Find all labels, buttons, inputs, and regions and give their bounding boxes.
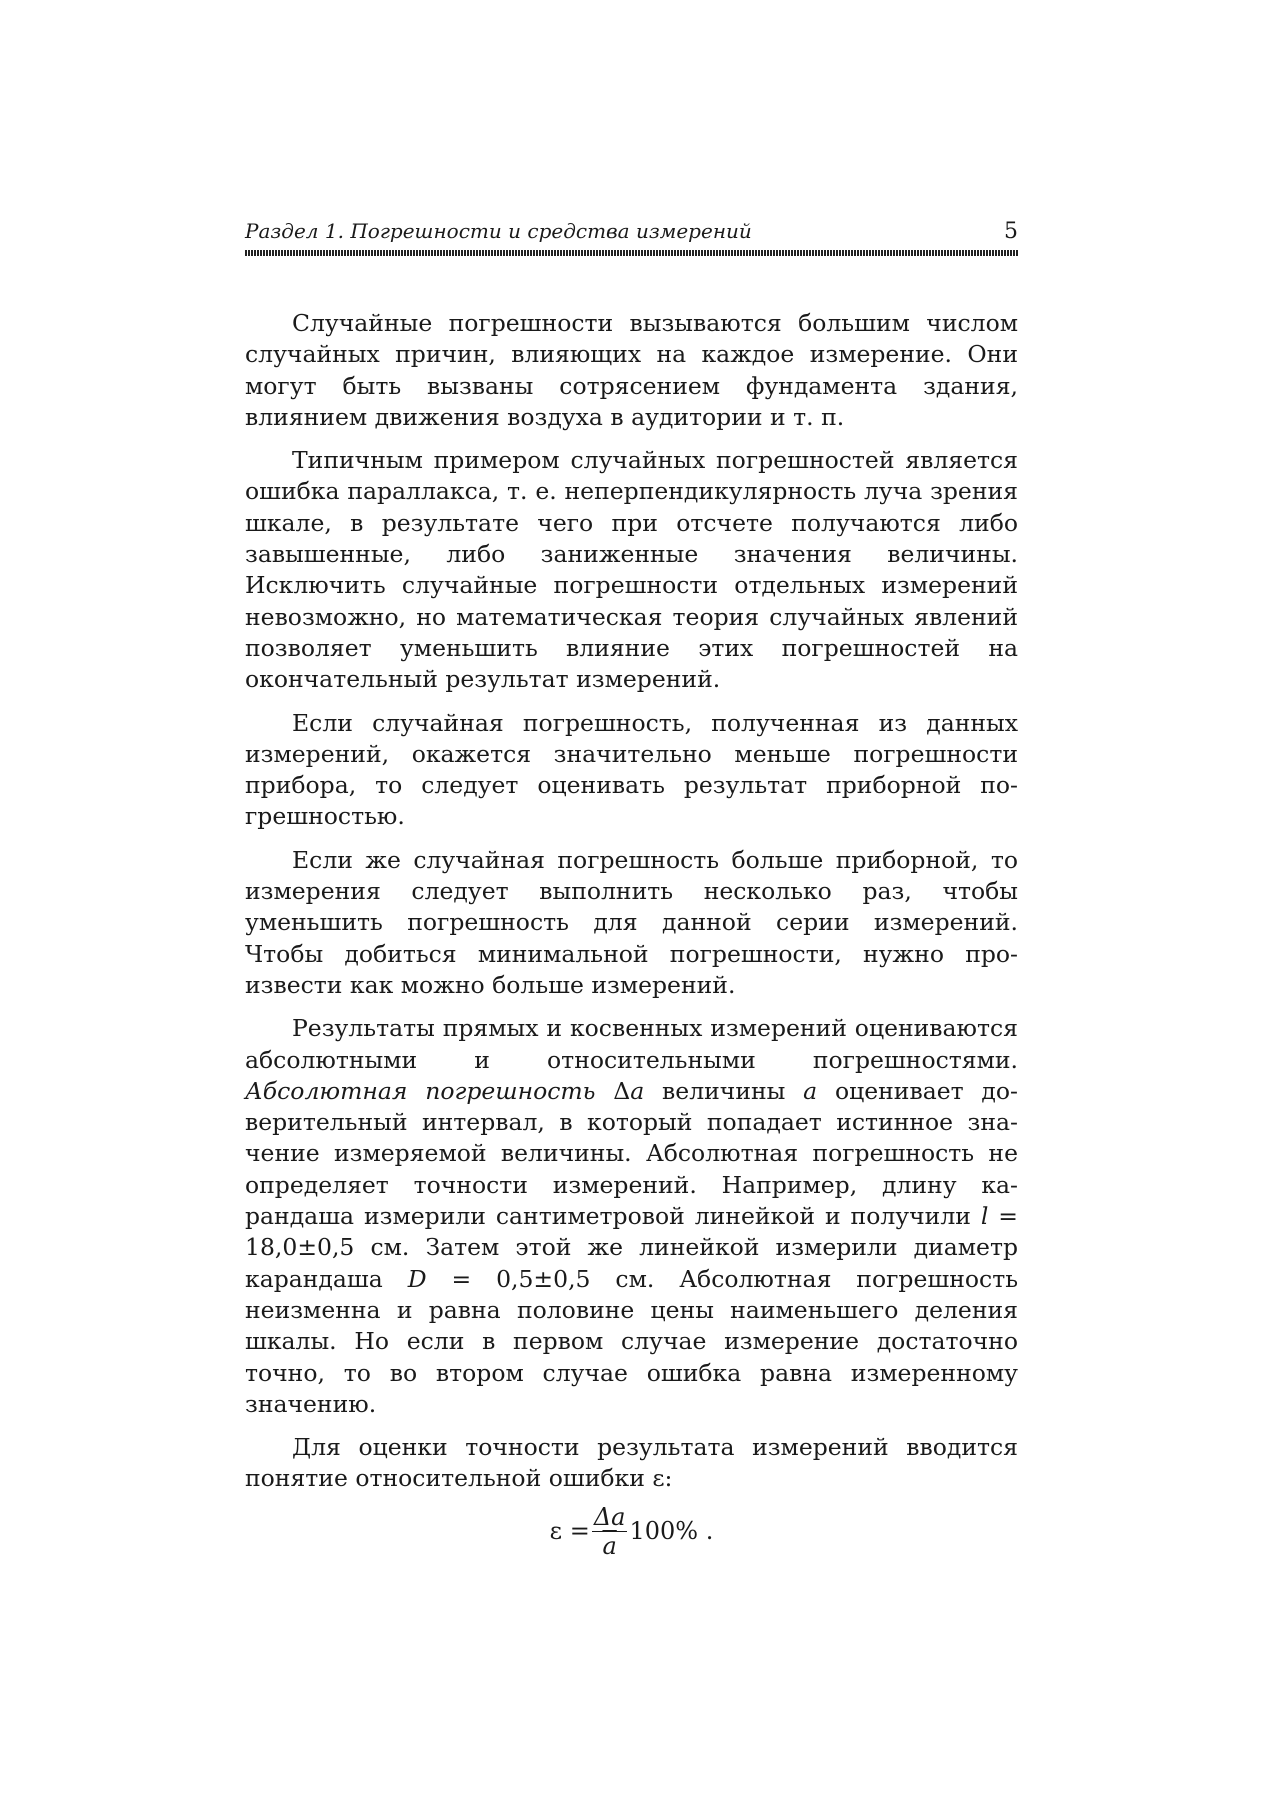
italic-text: Абсолютная погрешность [245, 1076, 596, 1105]
paragraph [245, 1013, 1018, 1420]
header-rule [245, 250, 1018, 256]
italic-text: a [803, 1076, 818, 1105]
text-run: = 0,5±0,5 см. Абсолютная погрешность неизменна и равна половине цены наименьшего деления шкалы. Но если в первом случае измерение достаточно точно, то во втором случае ошибка равна измеренному значению. [245, 1264, 1019, 1418]
text-run: Случайные погрешности вызываются большим числом случайных причин, влияющих на каждое измерение. Они могут быть вызваны сотрясением фундамента здания, влиянием движения воздуха в аудитории и т. п. [245, 309, 1018, 431]
text-run: величины [644, 1076, 804, 1105]
text-run: Δ [595, 1076, 631, 1105]
text-run: Типичным примером случайных погрешностей является ошибка параллакса, т. е. неперпендикулярность луча зрения шкале, в результате чего при отсчете получаются либо завышенные, либо заниженные значения величины. Исключить случайные погрешности отдельных измерений невозможно, но математическая теория случайных явлений позволяет уменьшить влияние этих погрешностей на окончательный результат измерений. [245, 446, 1018, 694]
text-run: Для оценки точности результата измерений вводится понятие относительной ошибки ε: [245, 1433, 1018, 1493]
paragraph [245, 708, 1018, 833]
formula-denominator: a [602, 1531, 617, 1560]
text-run: Если же случайная погрешность больше приборной, то измерения следует выполнить несколько раз, чтобы уменьшить погрешность для данной серии измерений. Чтобы добиться минимальной погрешности, нужно произвести как можно больше измерений. [245, 845, 1018, 999]
formula-numerator: Δa [593, 1502, 626, 1531]
paragraph [245, 845, 1018, 1001]
paragraph [245, 445, 1018, 695]
text-run: оценивает доверительный интервал, в который попадает истинное значение измеряемой величины. Абсолютная погрешность не определяет точности измерений. Например, длину карандаша измерили сантиметровой линейкой и получили [245, 1076, 1018, 1231]
text-run: = 18,0±0,5 см. Затем этой же линейкой измерили диаметр карандаша [245, 1202, 1018, 1293]
body-text [245, 308, 1018, 1558]
formula-tail: 100% . [629, 1517, 714, 1546]
italic-text: D [407, 1264, 427, 1293]
italic-text: l [980, 1202, 989, 1231]
formula-fraction [592, 1502, 628, 1560]
text-run: Если случайная погрешность, полученная из данных измерений, окажется значительно меньше погрешности прибора, то следует оценивать результат приборной погрешностью. [245, 708, 1018, 831]
paragraph [245, 308, 1018, 433]
italic-text: a [630, 1076, 645, 1105]
formula-lhs: ε = [549, 1517, 590, 1546]
running-head [245, 218, 1018, 245]
running-title: Раздел 1. Погрешности и средства измерений [245, 219, 752, 243]
text-run: Результаты прямых и косвенных измерений оцениваются абсолютными и относительными погрешностями. [245, 1014, 1018, 1074]
page-number: 5 [1004, 219, 1018, 244]
relative-error-formula [245, 1502, 1018, 1560]
paragraph [245, 1432, 1018, 1495]
